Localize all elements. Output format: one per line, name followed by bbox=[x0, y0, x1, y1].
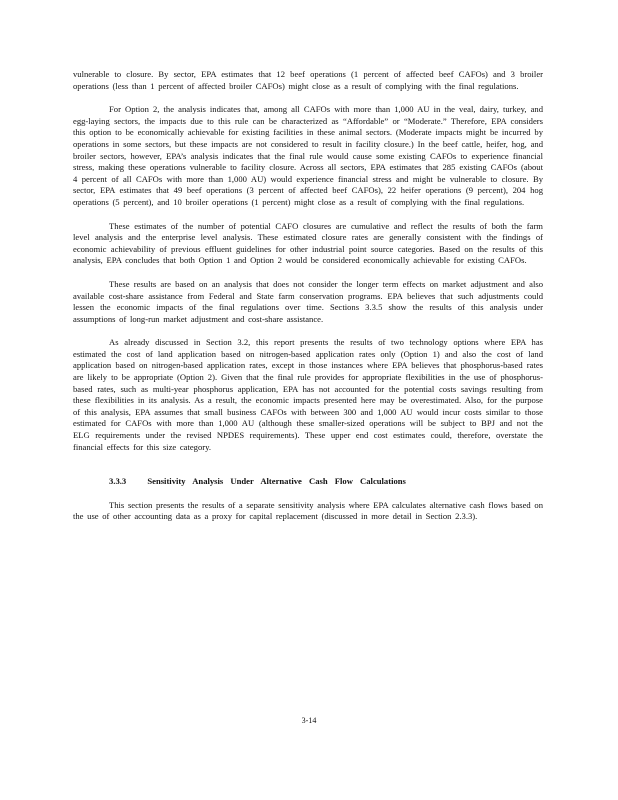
section-number: 3.3.3 bbox=[109, 476, 127, 487]
document-body bbox=[73, 69, 543, 523]
paragraph-section-body: This section presents the results of a separate sensitivity analysis where EPA calculates alternative cash flows based on the use of other accounting data as a proxy for capital replacement (discussed in more detail in Section 2.3.3). bbox=[73, 499, 543, 522]
paragraph-technology-options: As already discussed in Section 3.2, this report presents the results of two technology options where EPA has estimated the cost of land application based on nitrogen-based application rates only (Option 1) and also the cost of land application based on nitrogen-based application rates, except in those instances where EPA believes that phosphorus-based rates are likely to be appropriate (Option 2). Given that the final rule provides for appropriate flexibilities in the use of phosphorus-based rates, such as multi-year phosphorus application, EPA has not accounted for the potential costs savings resulting from these flexibilities in its analysis. As a result, the economic impacts presented here may be overestimated. Also, for the purpose of this analysis, EPA assumes that small business CAFOs with between 300 and 1,000 AU would incur costs similar to those estimated for CAFOs with more than 1,000 AU (although these smaller-sized operations will be subject to BPJ and not the ELG requirements under the revised NPDES requirements). These upper end cost estimates could, therefore, overstate the financial effects for this size category. bbox=[73, 337, 543, 452]
paragraph-closure-estimates: These estimates of the number of potential CAFO closures are cumulative and reflect the results of both the farm level analysis and the enterprise level analysis. These estimated closure rates are generally consistent with the findings of economic achievability of previous effluent guidelines for other industrial point source categories. Based on the results of this analysis, EPA concludes that both Option 1 and Option 2 would be considered economically achievable for existing CAFOs. bbox=[73, 220, 543, 266]
paragraph-closure-continuation: vulnerable to closure. By sector, EPA estimates that 12 beef operations (1 percent of affected beef CAFOs) and 3 broiler operations (less than 1 percent of affected broiler CAFOs) might close as a result of complying with the final regulations. bbox=[73, 69, 543, 91]
page-number: 3-14 bbox=[301, 716, 317, 725]
section-heading bbox=[109, 476, 543, 488]
section-title: Sensitivity Analysis Under Alternative Cash Flow Calculations bbox=[147, 476, 406, 487]
paragraph-option-2-impacts: For Option 2, the analysis indicates that, among all CAFOs with more than 1,000 AU in the veal, dairy, turkey, and egg-laying sectors, the impacts due to this rule can be characterized as “Affordable” or “Moderate.” Therefore, EPA considers this option to be economically achievable for existing facilities in these animal sectors. (Moderate impacts might be incurred by operations in some sectors, but these impacts are not considered to result in facility closure.) In the beef cattle, heifer, hog, and broiler sectors, however, EPA’s analysis indicates that the final rule would cause some existing CAFOs to experience financial stress, making these operations vulnerable to facility closure. Across all sectors, EPA estimates that 285 existing CAFOs (about 4 percent of all CAFOs with more than 1,000 AU) would experience financial stress and might be vulnerable to closure. By sector, EPA estimates that 49 beef operations (3 percent of affected beef CAFOs), 22 heifer operations (9 percent), 204 hog operations (5 percent), and 10 broiler operations (1 percent) might close as a result of complying with the final regulations. bbox=[73, 104, 543, 207]
paragraph-market-adjustment: These results are based on an analysis that does not consider the longer term effects on market adjustment and also available cost-share assistance from Federal and State farm conservation programs. EPA believes that such adjustments could lessen the economic impacts of the final regulations over time. Sections 3.3.5 show the results of this analysis under assumptions of long-run market adjustment and cost-share assistance. bbox=[73, 278, 543, 324]
